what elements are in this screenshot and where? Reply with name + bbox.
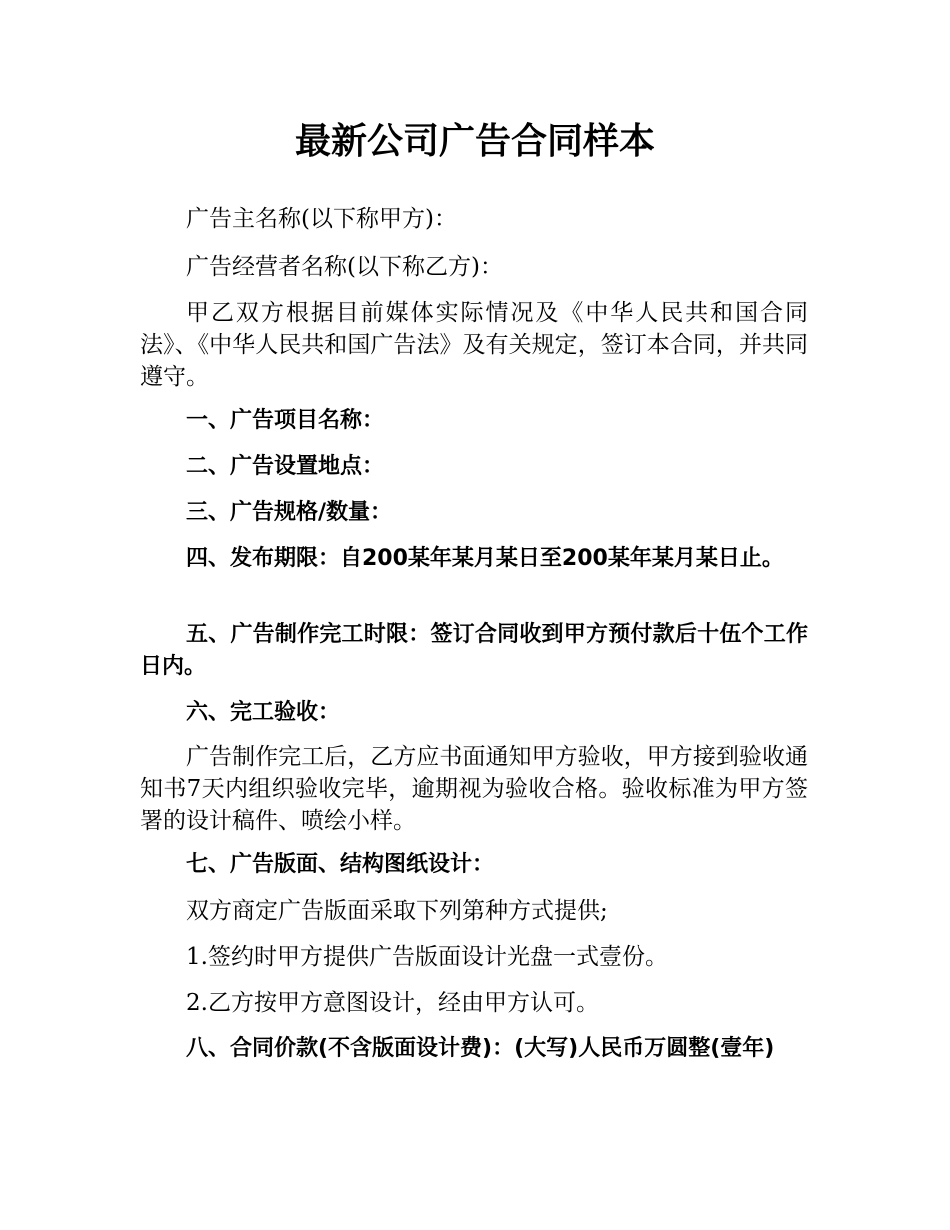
section-1-heading: 一、广告项目名称： [186,408,385,433]
document-title: 最新公司广告合同样本 [294,121,655,162]
section-7-heading: 七、广告版面、结构图纸设计： [186,852,495,877]
preamble-paragraph: 甲乙双方根据目前媒体实际情况及《中华人民共和国合同法》、《中华人民共和国广告法》及有关规定，签订本合同，并共同遵守。 [140,300,808,390]
section-8-heading: 八、合同价款(不含版面设计费)：(大写)人民币万圆整(壹年) [186,1036,775,1061]
party-b-name-line: 广告经营者名称(以下称乙方)： [186,254,503,280]
section-2-heading: 二、广告设置地点： [186,454,385,479]
section-6-heading: 六、完工验收： [186,700,341,725]
design-option-1: 1.签约时甲方提供广告版面设计光盘一式壹份。 [186,944,668,970]
section-3-heading: 三、广告规格/数量： [186,500,393,525]
section-5-heading: 五、广告制作完工时限：签订合同收到甲方预付款后十伍个工作日内。 [140,622,808,679]
acceptance-paragraph: 广告制作完工后，乙方应书面通知甲方验收，甲方接到验收通知书7天内组织验收完毕，逾期视为验收合格。验收标准为甲方签署的设计稿件、喷绘小样。 [140,744,808,834]
design-option-2: 2.乙方按甲方意图设计，经由甲方认可。 [186,990,599,1016]
party-a-name-line: 广告主名称(以下称甲方)： [186,206,457,232]
section-4-heading: 四、发布期限：自200某年某月某日至200某年某月某日止。 [186,546,784,571]
design-method-paragraph: 双方商定广告版面采取下列第种方式提供; [186,898,608,924]
